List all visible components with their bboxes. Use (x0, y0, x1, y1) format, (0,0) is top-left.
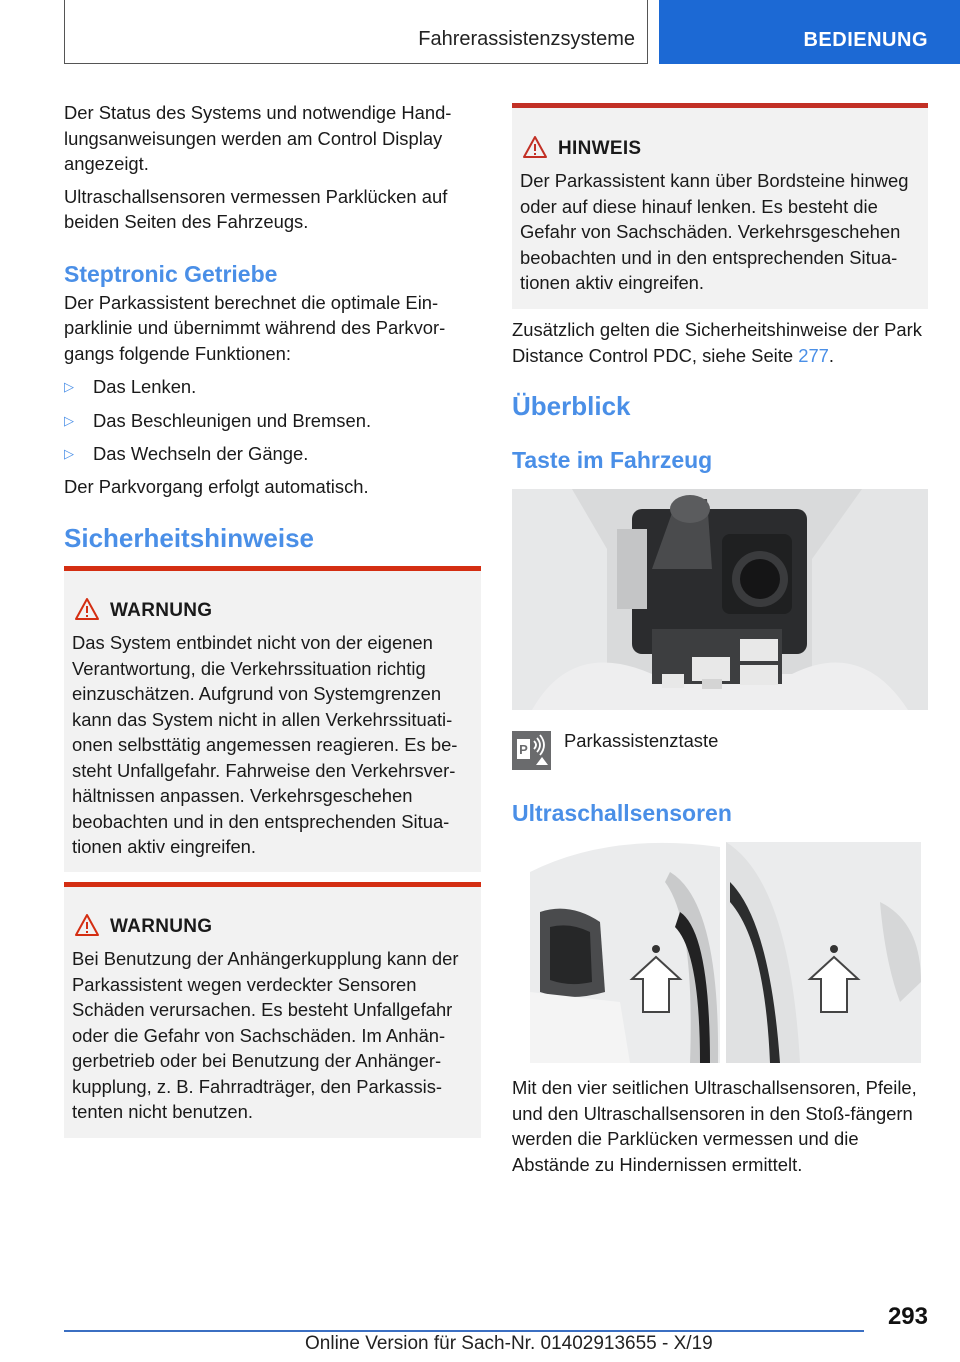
parking-assist-button-icon (512, 731, 551, 770)
warning-box-1 (64, 566, 481, 872)
heading-steptronic: Steptronic Getriebe (64, 260, 278, 287)
triangle-bullet-icon: ▷ (64, 412, 74, 428)
page-number: 293 (887, 1303, 928, 1330)
header-section-box (64, 0, 648, 64)
list-item: ▷ Das Beschleunigen und Bremsen. (64, 408, 482, 434)
paragraph-sensors: Mit den vier seitlichen Ultraschallsensoren, Pfeile, und den Ultraschallsensoren in den Stoß‐fängern werden die Parklücken vermessen und die Abstände zu Hindernissen ermittelt. (512, 1077, 917, 1175)
warning-title: WARNUNG (110, 916, 213, 937)
chapter-tab[interactable] (659, 0, 960, 64)
warning-triangle-icon (522, 135, 548, 159)
warning-title: WARNUNG (110, 600, 213, 621)
heading-overview: Überblick (512, 391, 631, 421)
hint-text: Der Parkassistent kann über Bordsteine hinweg oder auf diese hinauf lenken. Es besteht die Gefahr von Sachschäden. Verkehrsgeschehen beobachten und in den entsprechenden Situa‐tionen aktiv eingreifen. (520, 170, 909, 293)
warning-triangle-icon (74, 597, 100, 621)
chapter-tab-label: BEDIENUNG (803, 29, 928, 51)
warning-triangle-icon (74, 913, 100, 937)
function-list (64, 374, 482, 467)
section-title: Fahrerassistenzsysteme (418, 28, 635, 50)
heading-safety: Sicherheitshinweise (64, 523, 314, 553)
paragraph-automatic: Der Parkvorgang erfolgt automatisch. (64, 475, 369, 497)
list-item: ▷ Das Lenken. (64, 374, 482, 400)
triangle-bullet-icon: ▷ (64, 379, 74, 394)
paragraph-ultrasonic: Ultraschallsensoren vermessen Parklücken auf beiden Seiten des Fahrzeugs. (64, 185, 448, 232)
ultrasonic-sensors-image (530, 842, 921, 1063)
svg-text:P: P (519, 742, 528, 757)
warning-box-2 (64, 882, 481, 1138)
footer-divider (64, 1330, 864, 1332)
warning-text: Bei Benutzung der Anhängerkupplung kann der Parkassistent wegen verdeckter Sensoren Schäden verursachen. Es besteht Unfallgefahr oder die Gefahr von Sachschäden. Im Anhän‐gerbetrieb oder bei Benutzung der Anhänger‐kupplung, z. B. Fahrradträger, den Parkassis‐tenten nicht benutzen. (72, 948, 459, 1122)
page-link[interactable]: 277 (798, 344, 829, 366)
left-column (64, 100, 482, 554)
list-item: ▷ Das Wechseln der Gänge. (64, 441, 482, 467)
button-caption: Parkassistenztaste (564, 730, 719, 751)
triangle-bullet-icon: ▷ (64, 446, 74, 461)
footer-online-version: Online Version für Sach-Nr. 01402913655 - X/19 (305, 1333, 713, 1354)
warning-text: Das System entbindet nicht von der eigenen Verantwortung, die Verkehrssituation richtig einzuschätzen. Aufgrund von Systemgrenzen kann das System nicht in allen Verkehrssituati‐onen selbsttätig angemessen reagieren. Es be‐steht Unfallgefahr. Fahrweise den Verkehrsver‐hältnissen anpassen. Verkehrsgeschehen beobachten und in den entsprechenden Situa‐tionen aktiv eingreifen. (72, 632, 458, 857)
center-console-image (512, 489, 928, 710)
paragraph-pdc: Zusätzlich gelten die Sicherheitshinweise der Park Distance Control PDC, siehe Seite 277. (512, 319, 922, 366)
paragraph-status: Der Status des Systems und notwendige Hand‐lungsanweisungen werden am Control Display angezeigt. (64, 102, 452, 174)
paragraph-park-assistant: Der Parkassistent berechnet die optimale Ein‐parklinie und übernimmt während des Parkvor‐gangs folgende Funktionen: (64, 291, 446, 364)
hint-box (512, 103, 928, 309)
heading-button: Taste im Fahrzeug (512, 447, 713, 473)
heading-sensors: Ultraschallsensoren (512, 800, 732, 826)
hint-title: HINWEIS (558, 138, 642, 159)
